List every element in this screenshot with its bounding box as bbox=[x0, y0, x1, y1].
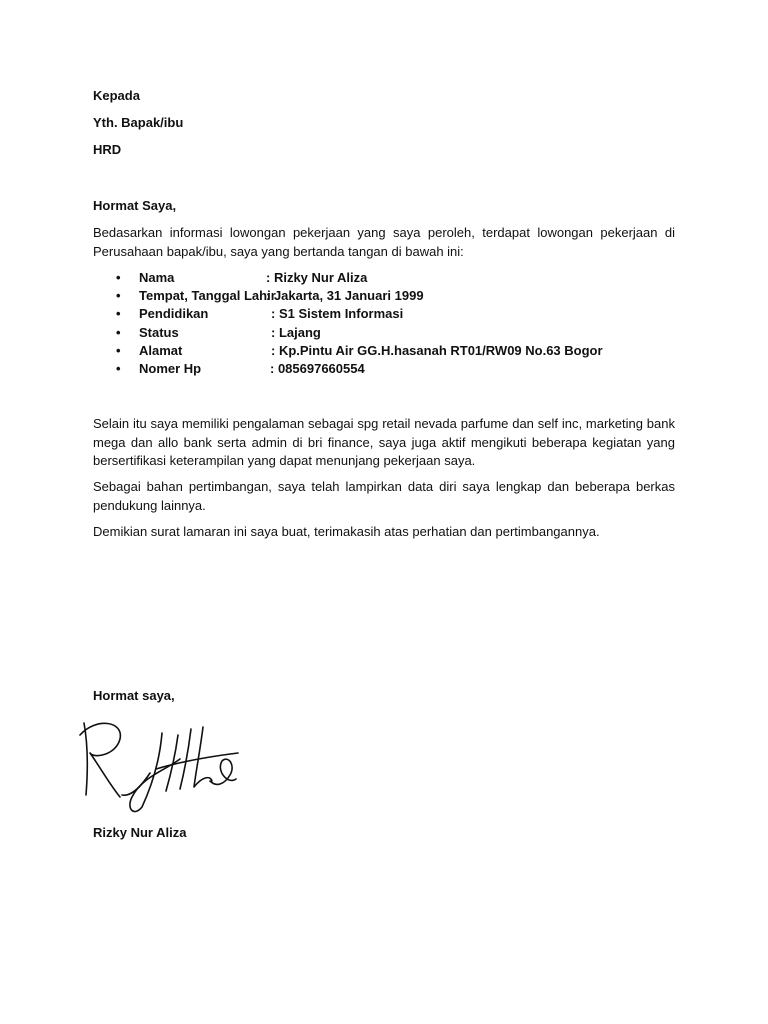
bullet-icon: • bbox=[116, 270, 121, 285]
attachment-paragraph: Sebagai bahan pertimbangan, saya telah lampirkan data diri saya lengkap dan beberapa berkas pendukung lainnya. bbox=[93, 479, 675, 513]
detail-item-tempat-tanggal-lahir bbox=[93, 287, 653, 305]
experience-paragraph: Selain itu saya memiliki pengalaman sebagai spg retail nevada parfume dan self inc, marketing bank mega dan allo bank serta admin di bri finance, saya juga aktif mengikuti beberapa kegiatan yang bersertifikasi keterampilan yang dapat menunjang pekerjaan saya. bbox=[93, 416, 675, 468]
signer-name: Rizky Nur Aliza bbox=[93, 825, 187, 840]
bullet-icon: • bbox=[116, 342, 121, 358]
detail-value-status: : Lajang bbox=[271, 324, 321, 340]
detail-item-status bbox=[93, 324, 653, 342]
detail-item-alamat bbox=[93, 342, 653, 360]
detail-label-pendidikan: Pendidikan bbox=[139, 306, 209, 322]
intro-paragraph: Bedasarkan informasi lowongan pekerjaan yang saya peroleh, terdapat lowongan pekerjaan di Perusahaan bapak/ibu, saya yang bertanda tangan di bawah ini: bbox=[93, 225, 675, 259]
detail-item-nomer-hp bbox=[93, 360, 653, 378]
detail-label-status: Status bbox=[139, 324, 179, 340]
closing-paragraph: Demikian surat lamaran ini saya buat, terimakasih atas perhatian dan pertimbangannya. bbox=[93, 524, 600, 539]
bullet-icon: • bbox=[116, 288, 121, 304]
detail-value-ttl: : Jakarta, 31 Januari 1999 bbox=[266, 288, 424, 304]
bullet-icon: • bbox=[116, 306, 121, 322]
detail-label-ttl: Tempat, Tanggal Lahir bbox=[139, 288, 276, 304]
applicant-details-list bbox=[93, 269, 653, 378]
detail-value-pendidikan: : S1 Sistem Informasi bbox=[271, 306, 404, 322]
detail-label-nomer-hp: Nomer Hp bbox=[139, 360, 202, 376]
bullet-icon: • bbox=[116, 360, 121, 376]
recipient-line-department: HRD bbox=[93, 142, 122, 157]
opening-salutation: Hormat Saya, bbox=[93, 198, 177, 213]
recipient-line-kepada: Kepada bbox=[93, 88, 140, 103]
detail-label-nama: Nama bbox=[139, 270, 175, 285]
handwritten-signature bbox=[76, 715, 241, 815]
bullet-icon: • bbox=[116, 324, 121, 340]
recipient-line-title: Yth. Bapak/ibu bbox=[93, 115, 184, 130]
detail-item-nama bbox=[93, 269, 653, 287]
closing-salutation: Hormat saya, bbox=[93, 688, 175, 703]
detail-label-alamat: Alamat bbox=[139, 342, 183, 358]
detail-value-nomer-hp: : 085697660554 bbox=[270, 360, 365, 376]
detail-item-pendidikan bbox=[93, 305, 653, 323]
detail-value-alamat: : Kp.Pintu Air GG.H.hasanah RT01/RW09 No.63 Bogor bbox=[271, 342, 603, 358]
detail-value-nama: : Rizky Nur Aliza bbox=[266, 270, 368, 285]
